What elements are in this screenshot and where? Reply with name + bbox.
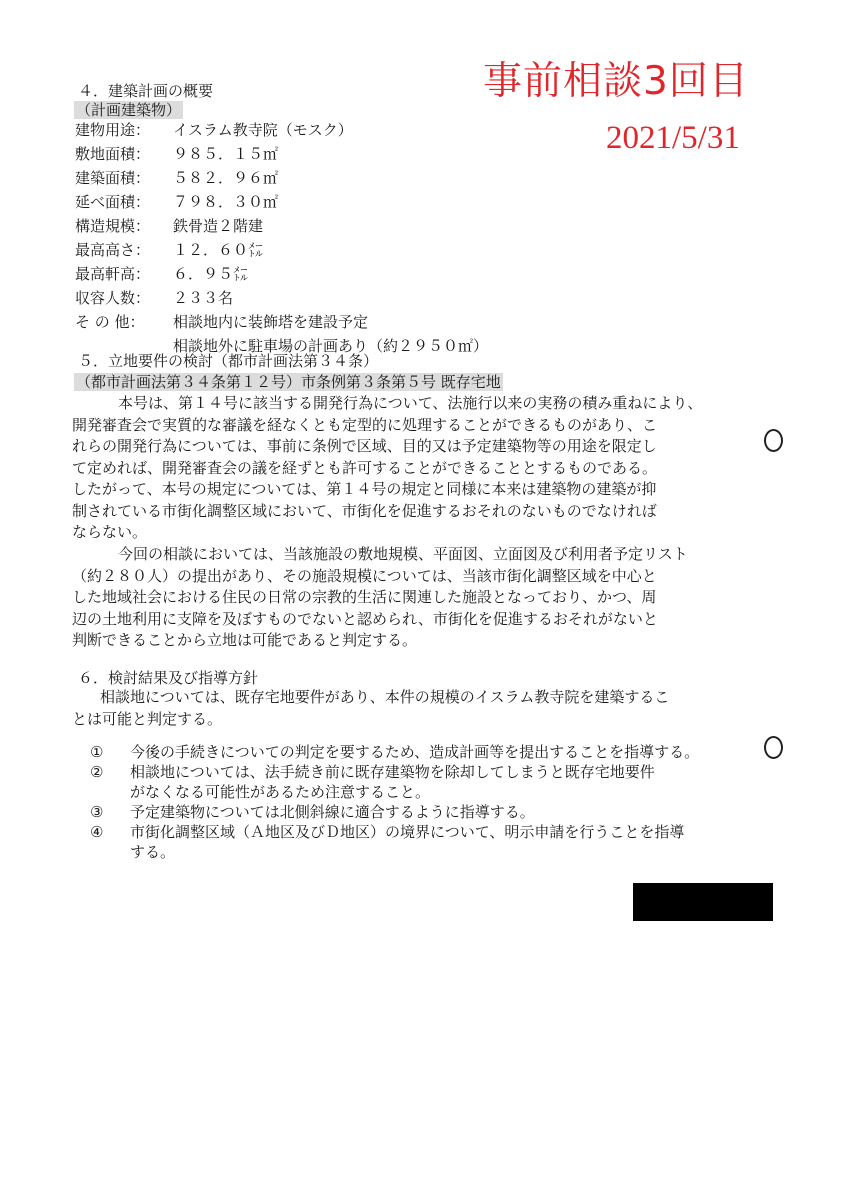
- consultation-stamp-date: 2021/5/31: [606, 120, 740, 156]
- guidance-item: [90, 742, 699, 762]
- summary-value: イスラム教寺院（モスク）: [173, 121, 353, 139]
- guidance-item-text: 予定建築物については北側斜線に適合するように指導する。: [130, 803, 535, 821]
- guidance-item-text: する。: [130, 843, 176, 861]
- summary-row: [75, 167, 278, 188]
- guidance-item-text: 相談地については、法手続き前に既存建築物を除却してしまうと既存宅地要件: [130, 763, 655, 781]
- summary-value: 相談地外に駐車場の計画あり（約２９５０㎡）: [173, 337, 489, 355]
- guidance-item-number: ①: [90, 743, 104, 761]
- text-line: 相談地については、既存宅地要件があり、本件の規模のイスラム教寺院を建築するこ: [100, 688, 670, 706]
- summary-row: [75, 239, 263, 260]
- summary-value: ７９８．３０㎡: [173, 193, 279, 211]
- redaction-block: [633, 883, 773, 921]
- section6-heading: ６．検討結果及び指導方針: [78, 669, 259, 687]
- text-line: （約２８０人）の提出があり、その施設規模については、当該市街化調整区域を中心と: [72, 566, 657, 585]
- summary-label: 延べ面積：: [75, 193, 151, 211]
- summary-value: ５８２．９６㎡: [173, 169, 279, 187]
- section5-paragraph-1: [72, 393, 702, 544]
- summary-value: 相談地内に装飾塔を建設予定: [173, 313, 369, 331]
- text-line: したがって、本号の規定については、第１４号の規定と同様に本来は建築物の建築が抑: [72, 480, 657, 498]
- summary-row: [75, 311, 368, 332]
- summary-row: [75, 215, 263, 236]
- summary-label: 敷地面積：: [75, 145, 151, 163]
- text-line: 判断できることから立地は可能であると判定する。: [72, 631, 418, 649]
- summary-row: [75, 143, 278, 164]
- guidance-item-text: がなくなる可能性があるため注意すること。: [130, 783, 431, 801]
- text-line: れらの開発行為については、事前に条例で区域、目的又は予定建築物等の用途を限定し: [72, 437, 657, 455]
- guidance-list: [90, 742, 699, 862]
- check-circle-mark: [764, 429, 783, 452]
- text-line: 制されている市街化調整区域において、市街化を促進するおそれのないものでなければ: [72, 501, 657, 520]
- summary-label: 構造規模：: [75, 217, 151, 235]
- section4-heading: ４．建築計画の概要: [78, 82, 214, 100]
- guidance-item: [90, 762, 699, 802]
- summary-row: [75, 191, 278, 212]
- section5-heading: ５．立地要件の検討（都市計画法第３４条）: [78, 352, 379, 370]
- summary-row: [75, 263, 248, 284]
- summary-label: 建築面積：: [75, 169, 151, 187]
- summary-label: 最高軒高：: [75, 265, 151, 283]
- text-line: とは可能と判定する。: [72, 709, 223, 728]
- guidance-item-text: 市街化調整区域（Ａ地区及びＤ地区）の境界について、明示申請を行うことを指導: [130, 823, 685, 841]
- section5-paragraph-2: [72, 544, 688, 652]
- text-line: 辺の土地利用に支障を及ぼすものでないと認められ、市街化を促進するおそれがないと: [72, 609, 658, 628]
- summary-value: ２３３名: [173, 289, 234, 307]
- text-line: した地域社会における住民の日常の宗教的生活に関連した施設となっており、かつ、周: [72, 588, 657, 606]
- guidance-item-number: ④: [90, 823, 104, 841]
- consultation-stamp-title: 事前相談3回目: [483, 59, 749, 104]
- guidance-item: [90, 802, 699, 822]
- guidance-item-text: 今後の手続きについての判定を要するため、造成計画等を提出することを指導する。: [130, 743, 700, 761]
- summary-label: 最高高さ：: [75, 241, 151, 259]
- guidance-item-number: ③: [90, 803, 104, 821]
- text-line: 本号は、第１４号に該当する開発行為について、法施行以来の実務の積み重ねにより、: [118, 394, 703, 412]
- summary-label: 収容人数：: [75, 289, 151, 307]
- guidance-item-number: ②: [90, 763, 104, 781]
- summary-row: [75, 287, 233, 308]
- summary-value: １２．６０㍍: [173, 241, 264, 259]
- summary-value: 鉄骨造２階建: [173, 217, 264, 235]
- section5-subheading: （都市計画法第３４条第１２号）市条例第３条第５号 既存宅地: [76, 373, 501, 391]
- summary-row: [75, 119, 353, 140]
- section4-subheading: （計画建築物）: [76, 101, 182, 119]
- section6-intro: [72, 687, 669, 730]
- summary-label: 建物用途：: [75, 121, 151, 139]
- text-line: ならない。: [72, 523, 148, 541]
- summary-value: ９８５．１５㎡: [173, 145, 279, 163]
- summary-label: そ の 他：: [75, 313, 145, 331]
- text-line: 開発審査会で実質的な審議を経なくとも定型的に処理することができるものがあり、こ: [72, 415, 658, 434]
- summary-value: ６．９５㍍: [173, 265, 249, 283]
- guidance-item: [90, 822, 699, 862]
- text-line: 今回の相談においては、当該施設の敷地規模、平面図、立面図及び利用者予定リスト: [118, 545, 688, 563]
- check-circle-mark: [764, 736, 783, 759]
- text-line: て定めれば、開発審査会の議を経ずとも許可することができることとするものである。: [72, 458, 658, 477]
